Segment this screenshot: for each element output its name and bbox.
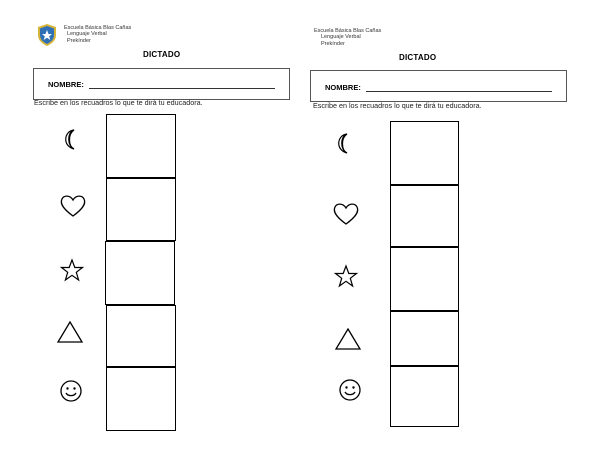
heart-icon — [58, 193, 88, 219]
moon-icon — [331, 132, 357, 156]
name-box — [310, 70, 567, 102]
name-box — [33, 68, 290, 100]
school-logo-icon — [36, 23, 58, 47]
page-title: DICTADO — [399, 53, 437, 62]
page-title: DICTADO — [143, 50, 181, 59]
smiley-icon — [59, 379, 83, 403]
answer-box-1[interactable] — [390, 121, 459, 185]
school-level: Prekínder — [67, 37, 91, 44]
answer-box-5[interactable] — [390, 366, 459, 427]
moon-icon — [58, 128, 84, 152]
smiley-icon — [338, 378, 362, 402]
instruction-text: Escribe en los recuadros lo que te dirá tu educadora. — [34, 98, 203, 107]
answer-box-4[interactable] — [106, 305, 176, 367]
triangle-icon — [334, 327, 362, 351]
answer-box-3[interactable] — [390, 247, 459, 311]
name-label: NOMBRE: — [325, 83, 361, 92]
heart-icon — [331, 201, 361, 227]
star-icon — [59, 258, 85, 282]
school-subject: Lenguaje Verbal — [321, 34, 361, 41]
answer-box-2[interactable] — [106, 178, 176, 241]
name-input-line[interactable] — [366, 91, 552, 92]
answer-box-5[interactable] — [106, 367, 176, 431]
worksheet-right — [300, 0, 600, 450]
triangle-icon — [56, 320, 84, 344]
answer-box-2[interactable] — [390, 185, 459, 247]
answer-box-1[interactable] — [106, 114, 176, 178]
school-header — [64, 25, 131, 44]
school-level: Prekínder — [321, 40, 345, 47]
school-name: Escuela Básica Blas Cañas — [314, 28, 382, 34]
school-name: Escuela Básica Blas Cañas — [64, 25, 132, 31]
answer-box-4[interactable] — [390, 311, 459, 366]
name-label: NOMBRE: — [48, 80, 84, 89]
answer-box-3[interactable] — [105, 241, 175, 305]
school-subject: Lenguaje Verbal — [67, 31, 107, 38]
star-icon — [333, 264, 359, 288]
school-header — [314, 28, 381, 47]
instruction-text: Escribe en los recuadros lo que te dirá tu educadora. — [313, 101, 482, 110]
name-input-line[interactable] — [89, 88, 275, 89]
